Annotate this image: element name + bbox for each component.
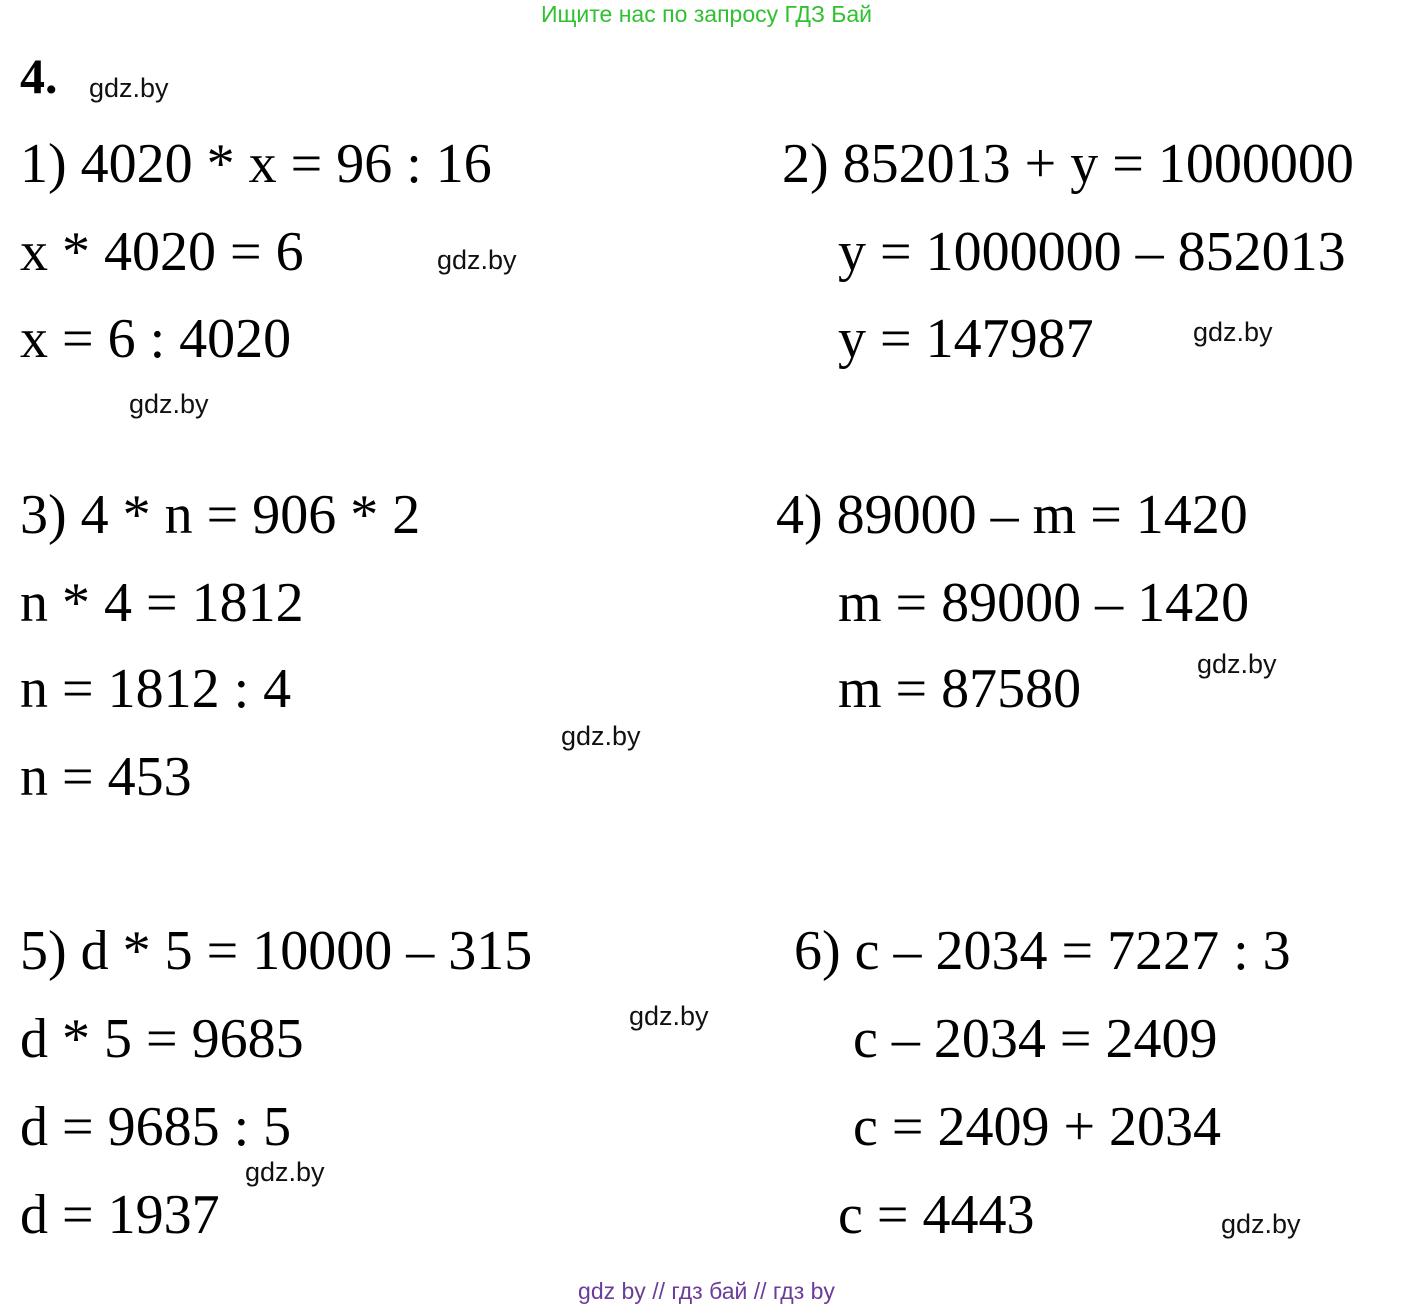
watermark: gdz.by [1193, 317, 1273, 347]
problem-2-line-1: 2) 852013 + y = 1000000 [782, 133, 1354, 195]
problem-3-line-4: n = 453 [20, 746, 192, 808]
problem-3-line-1: 3) 4 * n = 906 * 2 [20, 484, 421, 546]
watermark: gdz.by [1221, 1209, 1301, 1239]
problem-5-line-2: d * 5 = 9685 [20, 1008, 304, 1070]
problem-1-line-3: x = 6 : 4020 [20, 308, 292, 370]
problem-5-line-4: d = 1937 [20, 1184, 220, 1246]
problem-5-line-3: d = 9685 : 5 [20, 1096, 292, 1158]
task-number: 4. [20, 48, 58, 104]
watermark: gdz.by [629, 1001, 709, 1031]
problem-6-line-2: c – 2034 = 2409 [853, 1008, 1218, 1070]
problem-1-line-2: x * 4020 = 6 [20, 221, 304, 283]
watermark: gdz.by [561, 721, 641, 751]
site-banner: Ищите нас по запросу ГДЗ Бай [540, 1, 873, 27]
site-footer: gdz by // гдз бай // гдз by [578, 1278, 835, 1304]
problem-4-line-3: m = 87580 [838, 658, 1082, 720]
watermark: gdz.by [129, 389, 209, 419]
problem-5-line-1: 5) d * 5 = 10000 – 315 [20, 920, 533, 982]
watermark: gdz.by [437, 245, 517, 275]
problem-6-line-1: 6) c – 2034 = 7227 : 3 [794, 920, 1291, 982]
problem-1-line-1: 1) 4020 * x = 96 : 16 [20, 133, 492, 195]
problem-4-line-2: m = 89000 – 1420 [838, 572, 1250, 634]
problem-4-line-1: 4) 89000 – m = 1420 [776, 484, 1248, 546]
watermark: gdz.by [1197, 649, 1277, 679]
problem-2-line-3: y = 147987 [838, 308, 1094, 370]
problem-6-line-4: c = 4443 [838, 1184, 1035, 1246]
problem-2-line-2: y = 1000000 – 852013 [838, 221, 1346, 283]
watermark: gdz.by [89, 73, 169, 103]
problem-6-line-3: c = 2409 + 2034 [853, 1096, 1222, 1158]
problem-3-line-3: n = 1812 : 4 [20, 658, 292, 720]
problem-3-line-2: n * 4 = 1812 [20, 572, 304, 634]
watermark: gdz.by [245, 1157, 325, 1187]
